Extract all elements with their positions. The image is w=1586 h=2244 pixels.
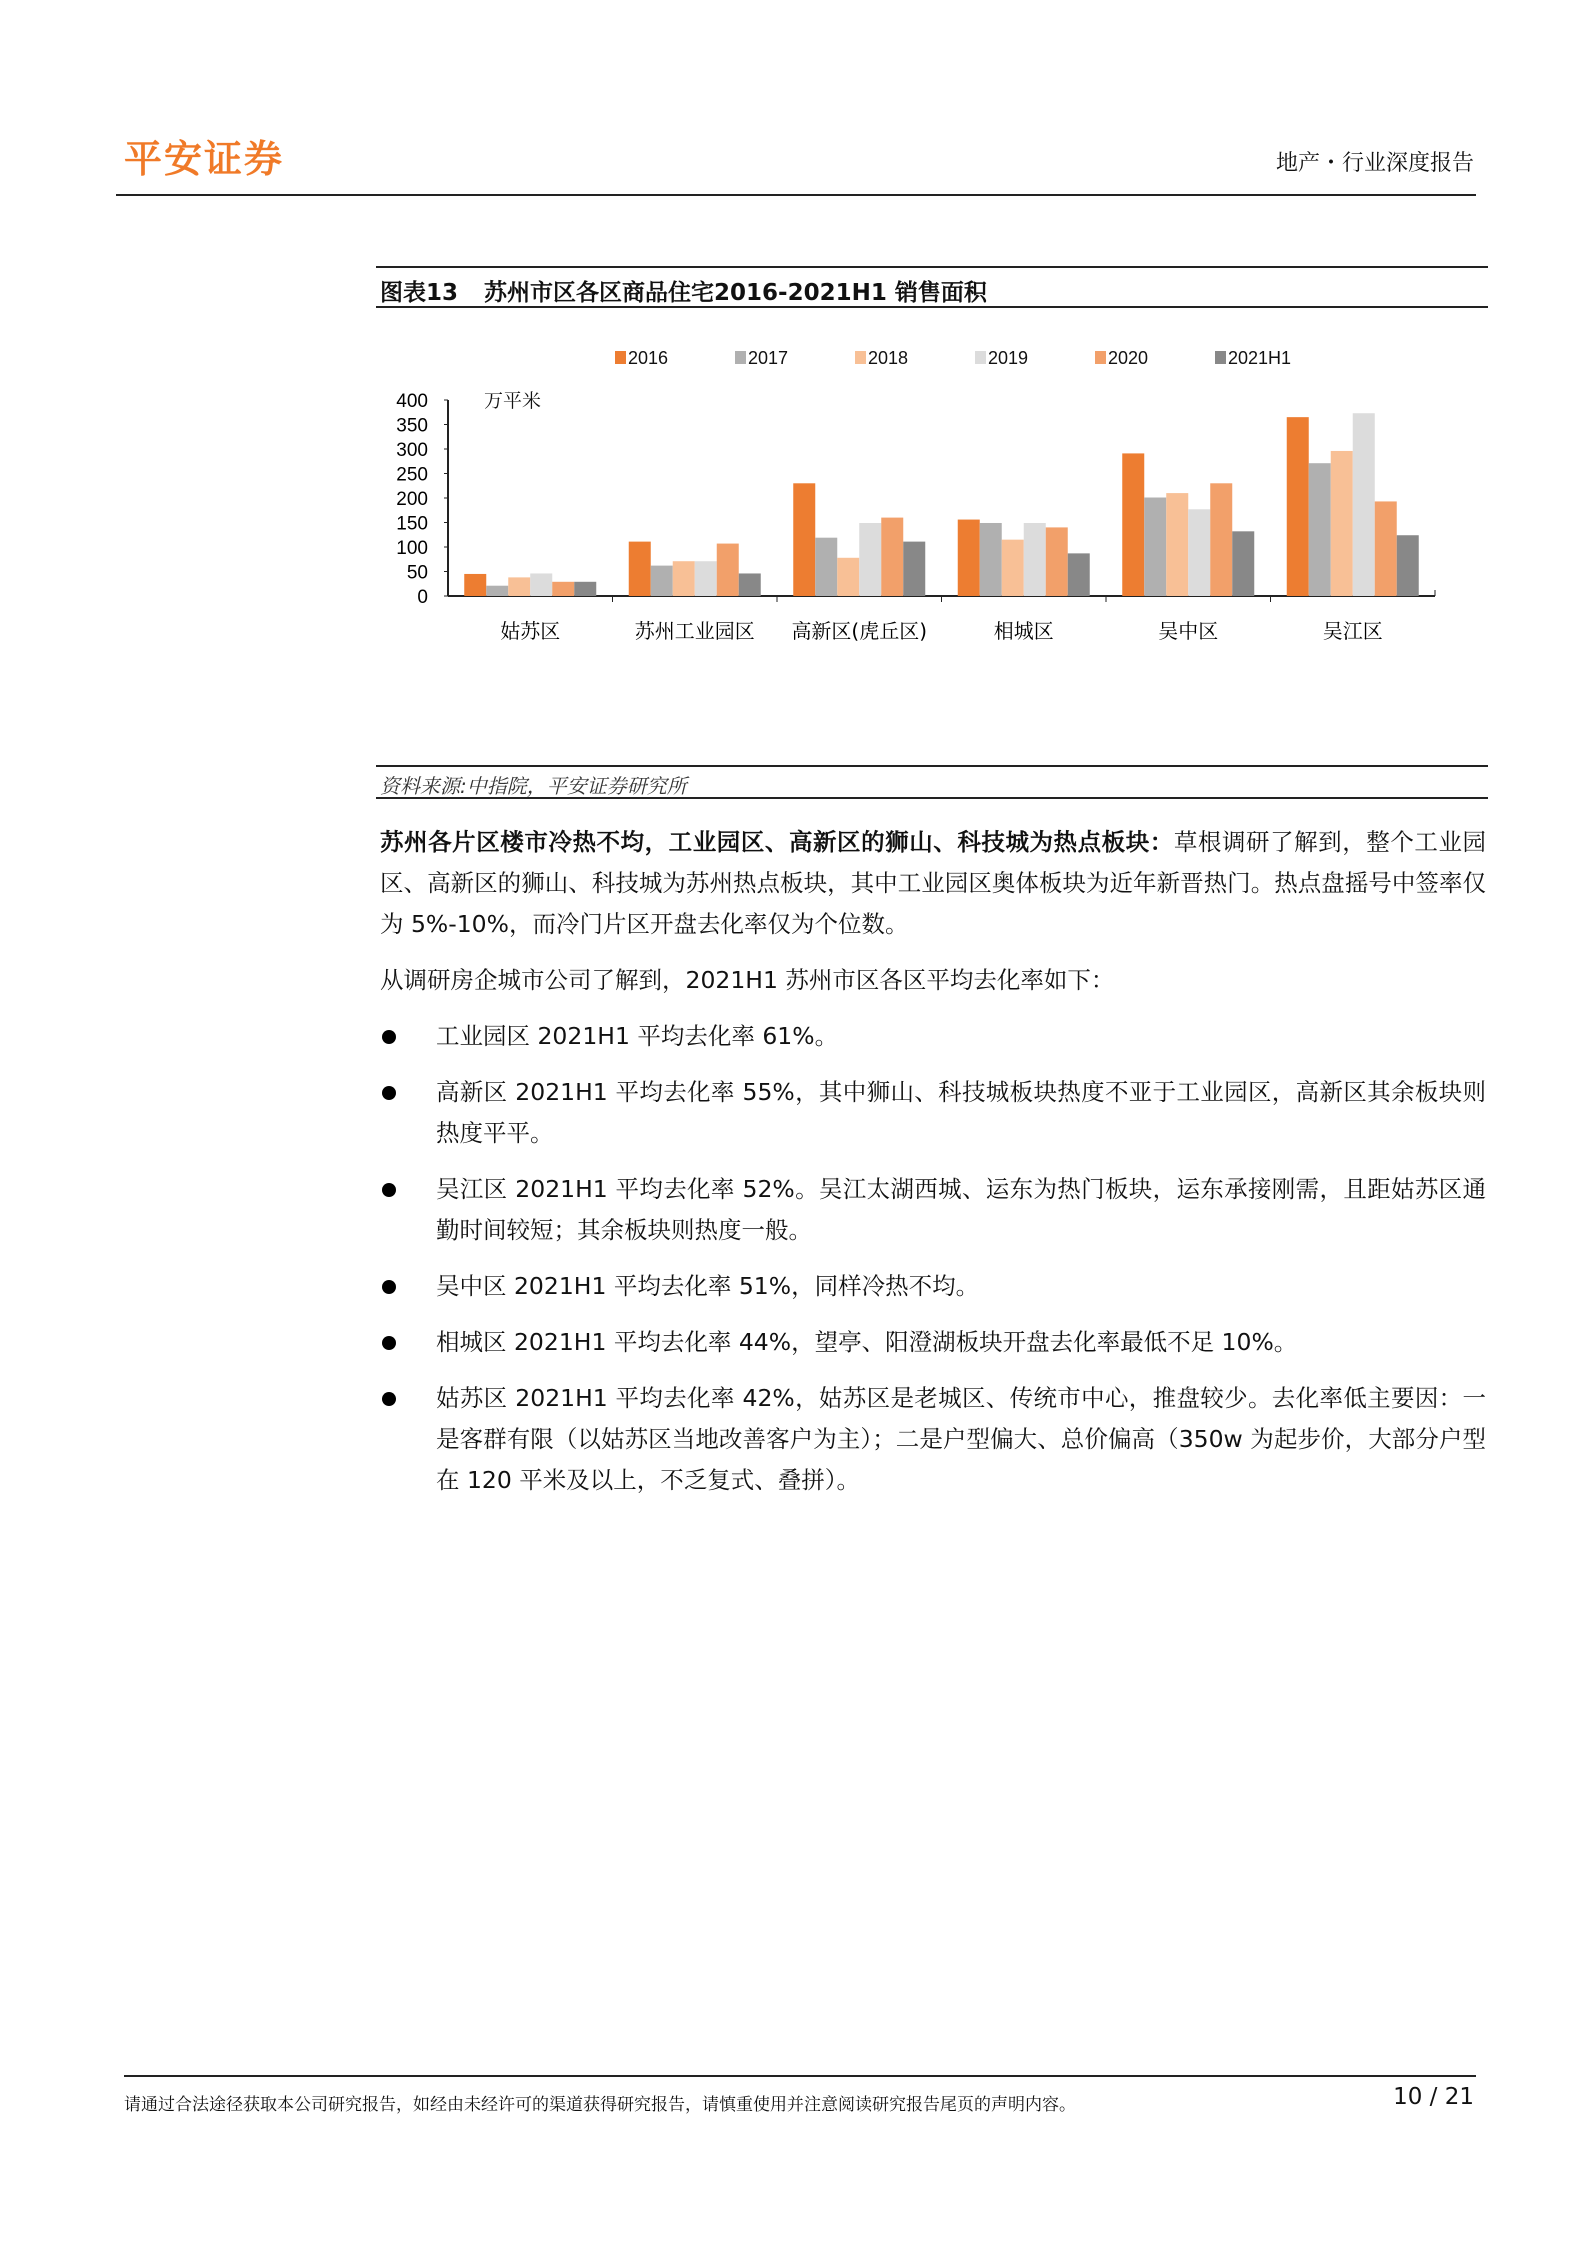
list-item-text: 姑苏区 2021H1 平均去化率 42%，姑苏区是老城区、传统市中心，推盘较少。去化率低主要因：一是客群有限（以姑苏区当地改善客户为主）；二是户型偏大、总价偏高（350w 为起步价，大部分户型在 120 平米及以上，不乏复式、叠拼）。 xyxy=(436,1384,1486,1494)
bar-2021H1 xyxy=(1068,553,1090,596)
bar-2020 xyxy=(552,582,574,596)
body-text xyxy=(380,822,1486,1516)
list-item-text: 吴中区 2021H1 平均去化率 51%，同样冷热不均。 xyxy=(436,1272,980,1300)
list-item xyxy=(380,1322,1486,1363)
y-tick-label: 350 xyxy=(396,415,428,437)
y-tick-label: 50 xyxy=(406,562,428,584)
bar-2017 xyxy=(1309,463,1331,596)
bar-2020 xyxy=(1210,483,1232,596)
x-tick-label: 吴中区 xyxy=(1158,619,1219,643)
list-item xyxy=(380,1016,1486,1057)
bullet-icon xyxy=(382,1392,396,1406)
bar-2019 xyxy=(530,573,552,596)
bar-2016 xyxy=(1287,417,1309,596)
bar-2021H1 xyxy=(1232,531,1254,596)
paragraph-1-lead: 苏州各片区楼市冷热不均，工业园区、高新区的狮山、科技城为热点板块： xyxy=(380,828,1174,856)
bar-2018 xyxy=(508,577,530,596)
bar-2018 xyxy=(1166,493,1188,596)
x-tick-label: 姑苏区 xyxy=(500,619,561,643)
bar-2016 xyxy=(629,542,651,596)
legend-swatch xyxy=(975,351,986,364)
bar-2016 xyxy=(958,520,980,596)
bar-2017 xyxy=(486,586,508,596)
bar-2020 xyxy=(717,544,739,596)
footer-disclaimer: 请通过合法途径获取本公司研究报告，如经由未经许可的渠道获得研究报告，请慎重使用并注意阅读研究报告尾页的声明内容。 xyxy=(124,2095,1076,2115)
header-divider xyxy=(116,194,1476,196)
bullet-icon xyxy=(382,1336,396,1350)
bar-2018 xyxy=(673,561,695,596)
legend-swatch xyxy=(735,351,746,364)
bullet-icon xyxy=(382,1280,396,1294)
bar-2018 xyxy=(1002,540,1024,596)
figure-number: 图表13 xyxy=(380,280,459,306)
legend-label: 2020 xyxy=(1108,348,1149,368)
figure-source: 资料来源:中指院，平安证券研究所 xyxy=(380,774,687,798)
bar-2021H1 xyxy=(739,573,761,596)
paragraph-1 xyxy=(380,822,1486,945)
y-tick-label: 300 xyxy=(396,440,428,461)
list-item xyxy=(380,1169,1486,1251)
bar-2021H1 xyxy=(574,582,596,596)
legend-swatch xyxy=(1215,351,1226,364)
y-tick-label: 400 xyxy=(396,391,428,412)
paragraph-1-text: 草根调研了解到，整个工业园区、高新区的狮山、科技城为苏州热点板块，其中工业园区奥体板块为近年新晋热门。热点盘摇号中签率仅为 5%-10%，而冷门片区开盘去化率仅为个位数。 xyxy=(380,828,1487,938)
y-tick-label: 200 xyxy=(396,489,428,510)
source-bar xyxy=(376,765,1488,799)
list-item xyxy=(380,1072,1486,1154)
x-tick-label: 吴江区 xyxy=(1322,619,1383,643)
paragraph-2: 从调研房企城市公司了解到，2021H1 苏州市区各区平均去化率如下： xyxy=(380,966,1115,994)
legend-swatch xyxy=(615,351,626,364)
legend-label: 2018 xyxy=(868,348,909,368)
bar-2016 xyxy=(1122,453,1144,596)
bar-2019 xyxy=(1024,523,1046,596)
list-item xyxy=(380,1378,1486,1501)
list-item-text: 工业园区 2021H1 平均去化率 61%。 xyxy=(436,1022,839,1050)
legend-label: 2017 xyxy=(748,348,789,368)
bar-2017 xyxy=(815,538,837,596)
figure-title: 苏州市区各区商品住宅2016-2021H1 销售面积 xyxy=(484,280,987,306)
bullet-icon xyxy=(382,1086,396,1100)
bar-2019 xyxy=(1353,413,1375,596)
figure-title-bar xyxy=(376,266,1488,308)
bar-2019 xyxy=(1188,509,1210,596)
bar-2016 xyxy=(793,483,815,596)
bar-chart xyxy=(370,330,1470,660)
bar-2021H1 xyxy=(903,542,925,596)
x-tick-label: 相城区 xyxy=(993,619,1054,643)
legend-label: 2016 xyxy=(628,348,669,368)
bar-2016 xyxy=(464,574,486,596)
legend-label: 2019 xyxy=(988,348,1029,368)
footer-divider xyxy=(124,2075,1476,2077)
legend-swatch xyxy=(855,351,866,364)
x-tick-label: 苏州工业园区 xyxy=(634,619,755,643)
bar-2018 xyxy=(1331,451,1353,596)
bar-2020 xyxy=(1375,501,1397,596)
company-logo: 平安证券 xyxy=(124,137,285,181)
bullet-icon xyxy=(382,1030,396,1044)
y-tick-label: 100 xyxy=(396,538,428,559)
y-tick-label: 250 xyxy=(396,464,428,486)
bar-2021H1 xyxy=(1397,535,1419,596)
bar-2017 xyxy=(1144,498,1166,596)
bar-2017 xyxy=(651,566,673,596)
report-category: 地产・行业深度报告 xyxy=(1275,151,1474,176)
list-item xyxy=(380,1266,1486,1307)
bar-2017 xyxy=(980,523,1002,596)
bar-2020 xyxy=(1046,527,1068,596)
legend-swatch xyxy=(1095,351,1106,364)
list-item-text: 吴江区 2021H1 平均去化率 52%。吴江太湖西城、运东为热门板块，运东承接刚需，且距姑苏区通勤时间较短；其余板块则热度一般。 xyxy=(436,1175,1486,1244)
bullet-icon xyxy=(382,1183,396,1197)
bar-2020 xyxy=(881,518,903,596)
bar-2018 xyxy=(837,558,859,596)
list-item-text: 相城区 2021H1 平均去化率 44%，望亭、阳澄湖板块开盘去化率最低不足 10%。 xyxy=(436,1328,1298,1356)
y-tick-label: 0 xyxy=(417,587,428,608)
legend-label: 2021H1 xyxy=(1228,348,1292,368)
list-item-text: 高新区 2021H1 平均去化率 55%，其中狮山、科技城板块热度不亚于工业园区，高新区其余板块则热度平平。 xyxy=(436,1078,1486,1147)
y-axis-unit: 万平米 xyxy=(484,390,542,412)
bar-2019 xyxy=(859,523,881,596)
x-tick-label: 高新区(虎丘区) xyxy=(791,619,928,643)
y-tick-label: 150 xyxy=(396,513,428,535)
page-number: 10 / 21 xyxy=(1393,2084,1474,2110)
bullet-list xyxy=(380,1016,1486,1501)
bar-2019 xyxy=(695,561,717,596)
